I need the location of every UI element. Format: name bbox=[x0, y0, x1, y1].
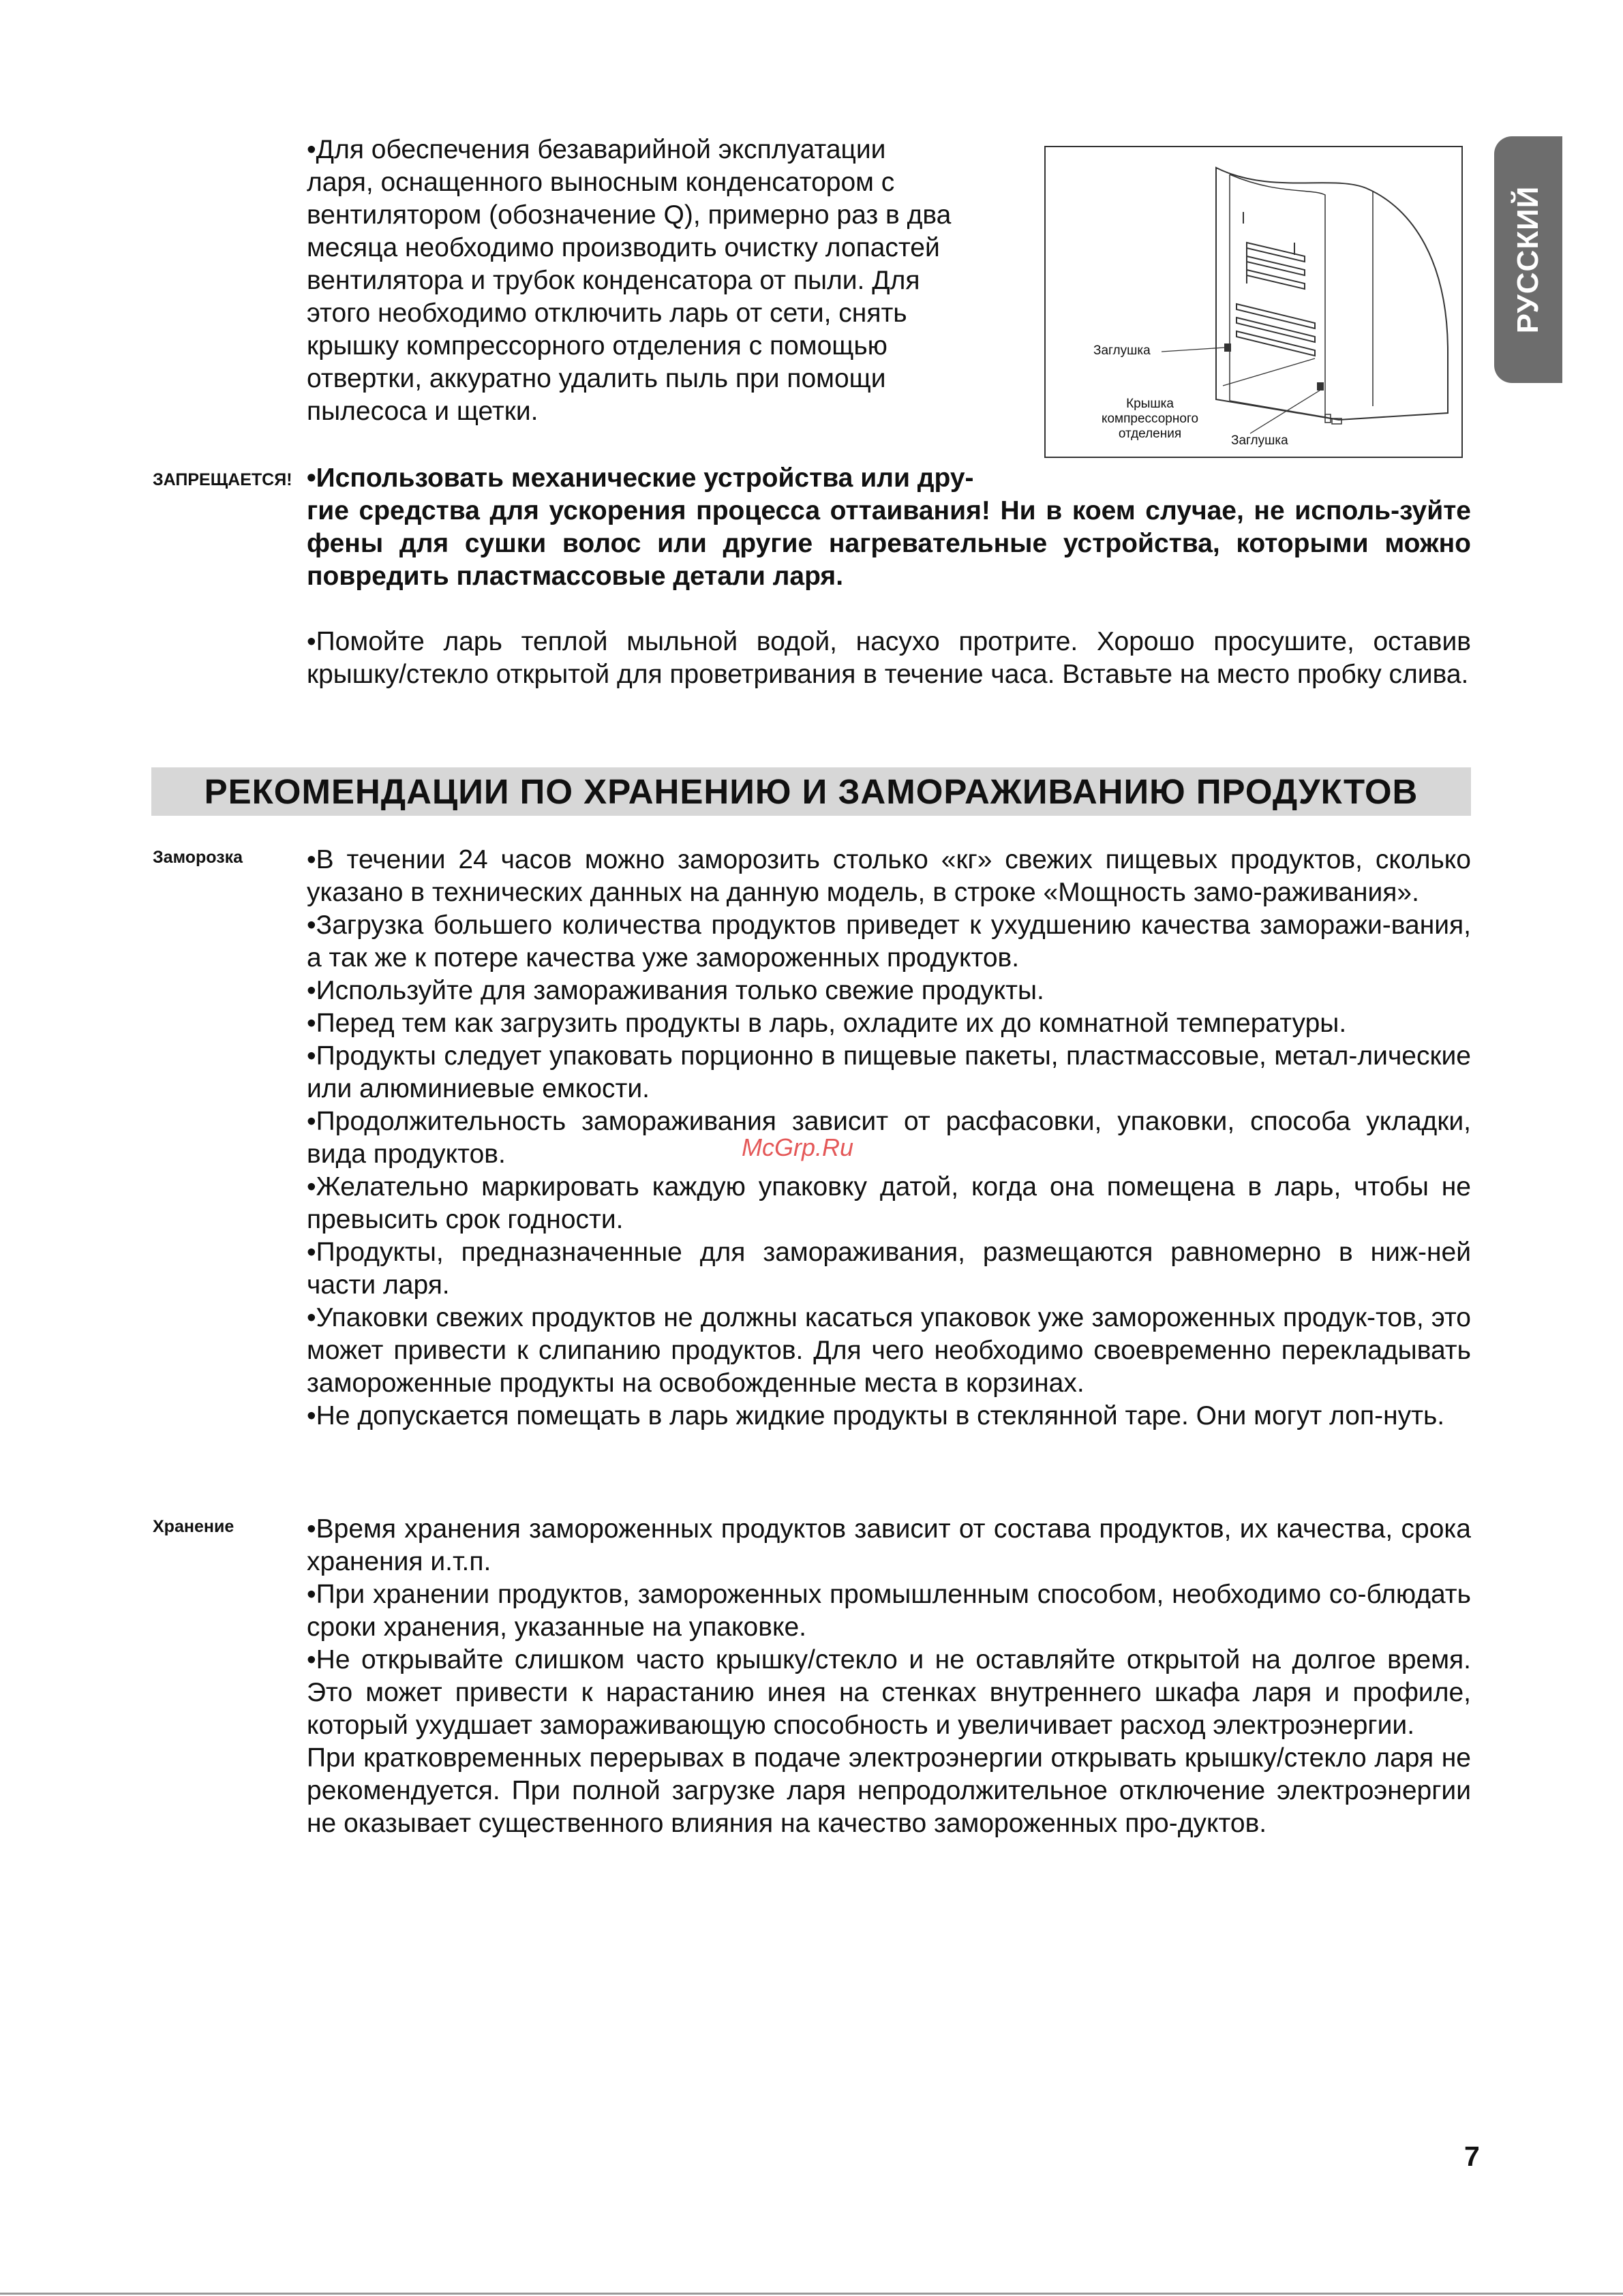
intro-line: пылесоса и щетки. bbox=[307, 397, 539, 426]
intro-line: месяца необходимо производить очистку лопастей bbox=[307, 233, 940, 262]
prohibited-label: ЗАПРЕЩАЕТСЯ! bbox=[153, 470, 292, 489]
list-item: •Продукты следует упаковать порционно в пищевые пакеты, пластмассовые, метал-лические или алюминиевые емкости. bbox=[307, 1041, 1471, 1103]
storage-list bbox=[307, 1513, 1471, 1840]
intro-line: этого необходимо отключить ларь от сети, снять bbox=[307, 299, 907, 328]
intro-line: ларя, оснащенного выносным конденсатором с bbox=[307, 168, 895, 197]
freezing-label: Заморозка bbox=[153, 848, 243, 867]
bottom-divider bbox=[0, 2293, 1623, 2295]
list-item: •В течении 24 часов можно заморозить столько «кг» свежих пищевых продуктов, сколько указано в технических данных на данную модель, в строке «Мощность замо-раживания». bbox=[307, 845, 1471, 907]
list-item: •Загрузка большего количества продуктов приведет к ухудшению качества заморажи-вания, а так же к потере качества уже замороженных продуктов. bbox=[307, 910, 1471, 973]
list-item: •Используйте для замораживания только свежие продукты. bbox=[307, 976, 1044, 1005]
watermark: McGrp.Ru bbox=[742, 1133, 854, 1161]
list-item: •Продукты, предназначенные для замораживания, размещаются равномерно в ниж-ней части ларя. bbox=[307, 1238, 1471, 1300]
language-tab bbox=[1494, 136, 1562, 383]
list-item: •Продолжительность замораживания зависит от расфасовки, упаковки, способа укладки, вида продуктов. bbox=[307, 1107, 1471, 1169]
list-item: •Желательно маркировать каждую упаковку датой, когда она помещена в ларь, чтобы не превысить срок годности. bbox=[307, 1172, 1471, 1234]
list-item: •Упаковки свежих продуктов не должны касаться упаковок уже замороженных продук-тов, это может привести к слипанию продуктов. Для чего необходимо своевременно перекладывать замороженные продукты на освобожденные места в корзинах. bbox=[307, 1303, 1471, 1398]
list-item: •Не открывайте слишком часто крышку/стекло и не оставляйте открытой на долгое время. Это может привести к нарастанию инея на стенках внутреннего шкафа ларя и профиле, который ухудшает замораживающую способность и увеличивает расход электроэнергии. bbox=[307, 1645, 1471, 1740]
intro-line: вентилятором (обозначение Q), примерно раз в два bbox=[307, 200, 952, 230]
list-item: •Не допускается помещать в ларь жидкие продукты в стеклянной таре. Они могут лоп-нуть. bbox=[307, 1401, 1445, 1430]
page-number: 7 bbox=[1464, 2141, 1480, 2172]
intro-line: отвертки, аккуратно удалить пыль при помощи bbox=[307, 364, 886, 393]
section-header bbox=[151, 767, 1471, 816]
intro-line: •Для обеспечения безаварийной эксплуатации bbox=[307, 135, 886, 164]
warning-first-line: •Использовать механические устройства или дру- bbox=[307, 463, 974, 493]
compressor-cover-figure bbox=[1044, 146, 1463, 458]
condenser-cleaning-paragraph bbox=[307, 134, 1029, 428]
plug-bottom-label: Заглушка bbox=[1231, 433, 1288, 448]
list-item: •Время хранения замороженных продуктов зависит от состава продуктов, их качества, срока хранения и.т.п. bbox=[307, 1514, 1471, 1576]
list-item: •При хранении продуктов, замороженных промышленным способом, необходимо со-блюдать сроки хранения, указанные на упаковке. bbox=[307, 1580, 1471, 1642]
section-title: РЕКОМЕНДАЦИИ ПО ХРАНЕНИЮ И ЗАМОРАЖИВАНИЮ ПРОДУКТОВ bbox=[204, 772, 1419, 811]
compressor-cover-label: Крышка компрессорного отделения bbox=[1101, 397, 1199, 441]
washing-paragraph: •Помойте ларь теплой мыльной водой, насухо протрите. Хорошо просушите, оставив крышку/стекло открытой для проветривания в течение часа. Вставьте на место пробку слива. bbox=[307, 627, 1471, 689]
plug-top-label: Заглушка bbox=[1093, 343, 1151, 358]
language-tab-label: РУССКИЙ bbox=[1511, 185, 1545, 334]
list-item: При кратковременных перерывах в подаче электроэнергии открывать крышку/стекло ларя не рекомендуется. При полной загрузке ларя непродолжительное отключение электроэнергии не оказывает существенного влияния на качество замороженных про-дуктов. bbox=[307, 1743, 1471, 1838]
intro-line: вентилятора и трубок конденсатора от пыли. Для bbox=[307, 266, 920, 295]
intro-line: крышку компрессорного отделения с помощью bbox=[307, 331, 888, 361]
warning-paragraph: гие средства для ускорения процесса оттаивания! Ни в коем случае, не исполь-зуйте фены для сушки волос или другие нагревательные устройства, которыми можно повредить пластмассовые детали ларя. bbox=[307, 496, 1471, 591]
list-item: •Перед тем как загрузить продукты в ларь, охладите их до комнатной температуры. bbox=[307, 1009, 1347, 1038]
storage-label: Хранение bbox=[153, 1517, 234, 1536]
freezing-list bbox=[307, 844, 1471, 1433]
